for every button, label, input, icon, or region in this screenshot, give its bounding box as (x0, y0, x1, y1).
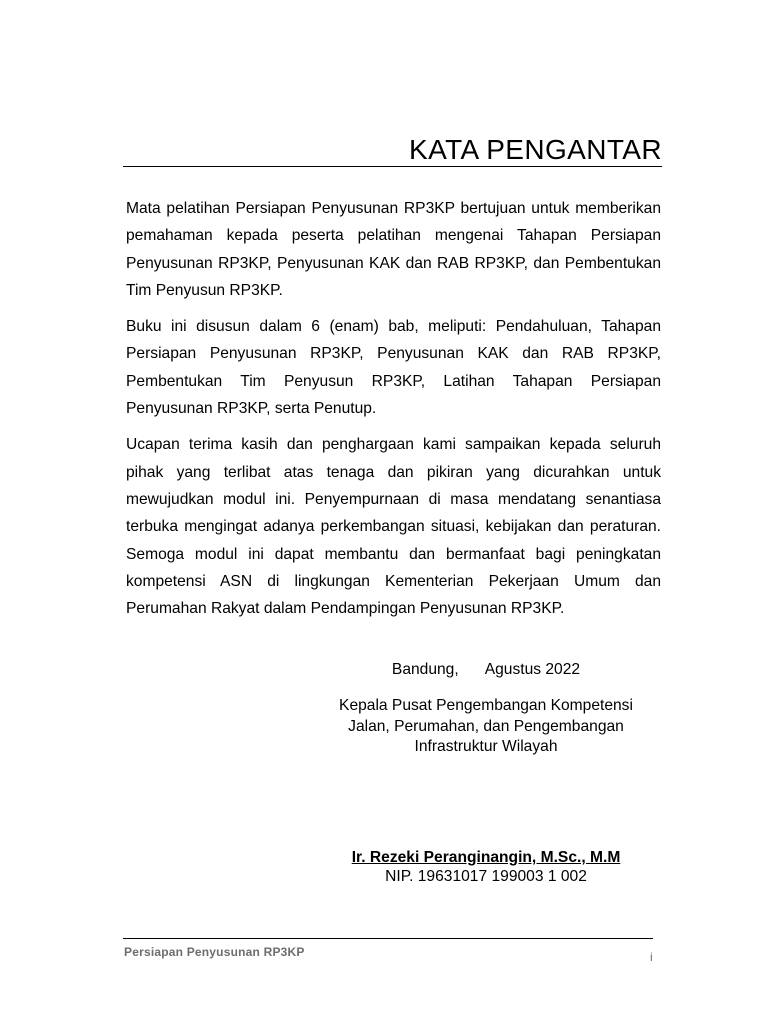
place-date (306, 658, 666, 682)
paragraph-3: Ucapan terima kasih dan penghargaan kami sampaikan kepada seluruh pihak yang terlibat atas tenaga dan pikiran yang dicurahkan untuk mewujudkan modul ini. Penyempurnaan di masa mendatang senantiasa terbuka mengingat adanya perkembangan situasi, kebijakan dan peraturan. Semoga modul ini dapat membantu dan bermanfaat bagi peningkatan kompetensi ASN di lingkungan Kementerian Pekerjaan Umum dan Perumahan Rakyat dalam Pendampingan Penyusunan RP3KP. (126, 436, 661, 618)
position-line-3: Infrastruktur Wilayah (414, 738, 558, 755)
signer-nip: NIP. 19631017 199003 1 002 (385, 868, 587, 885)
page-title: KATA PENGANTAR (409, 134, 662, 165)
position-line-2: Jalan, Perumahan, dan Pengembangan (348, 717, 624, 735)
position-line-1: Kepala Pusat Pengembangan Kompetensi (339, 697, 633, 714)
paragraph-2: Buku ini disusun dalam 6 (enam) bab, meliputi: Pendahuluan, Tahapan Persiapan Penyusunan RP3KP, Penyusunan KAK dan RAB RP3KP, Pembentukan Tim Penyusun RP3KP, Latihan Tahapan Persiapan Penyusunan RP3KP, serta Penutup. (126, 318, 661, 418)
title-divider (123, 166, 662, 167)
signoff-city: Bandung, (391, 661, 459, 678)
signoff-date: Agustus 2022 (484, 661, 581, 678)
body-text (126, 195, 661, 631)
footer-module-title: Persiapan Penyusunan RP3KP (124, 945, 305, 959)
signer-name: Ir. Rezeki Peranginangin, M.Sc., M.M (351, 849, 621, 866)
signer-position (306, 696, 666, 758)
paragraph-1: Mata pelatihan Persiapan Penyusunan RP3KP bertujuan untuk memberikan pemahaman kepada peserta pelatihan mengenai Tahapan Persiapan Penyusunan RP3KP, Penyusunan KAK dan RAB RP3KP, dan Pembentukan Tim Penyusun RP3KP. (126, 200, 661, 299)
footer-divider (123, 938, 653, 939)
signoff-block (306, 658, 666, 758)
signer-block (306, 848, 666, 886)
footer-page-number: i (650, 950, 653, 964)
